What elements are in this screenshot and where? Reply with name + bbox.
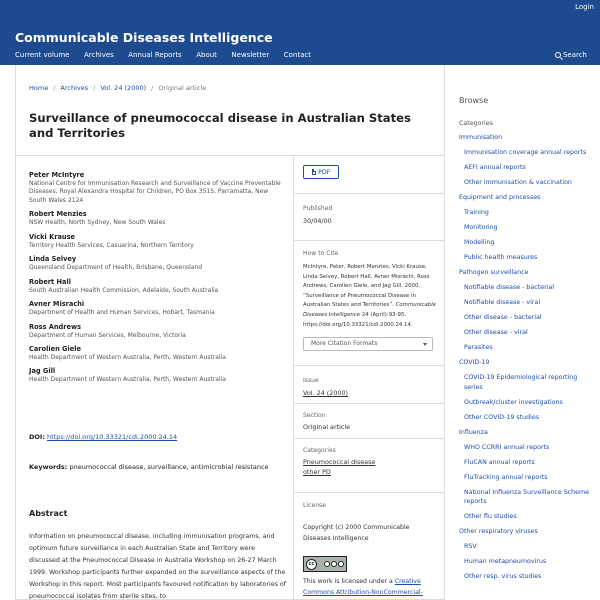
- search-label: Search: [562, 51, 587, 59]
- sidebar-subcategory-link[interactable]: Monitoring: [464, 224, 498, 231]
- sidebar-subcategory-link[interactable]: Immunisation coverage annual reports: [464, 149, 587, 156]
- category-list: [459, 133, 597, 587]
- search-link[interactable]: [555, 51, 587, 59]
- author-name: Carolien Giele: [29, 344, 81, 353]
- breadcrumb-archives[interactable]: Archives: [60, 84, 89, 92]
- nav-contact[interactable]: Contact: [283, 51, 311, 59]
- citation-journal: Communicable Diseases Intelligence: [303, 302, 437, 318]
- details-divider: [293, 438, 445, 439]
- sidebar-category-link[interactable]: Immunisation: [459, 134, 503, 141]
- sidebar-category-link[interactable]: Influenza: [459, 428, 488, 436]
- citation-body: McIntyre, Peter, Robert Menzies, Vicki Krause, Linda Selvey, Robert Hall, Avner Misrachi, Ross Andrews, Carolien Giele, and Jag Gill. 2000. “Surveillance of Pneumococcal Disease in Australian States and Territories”.: [303, 264, 430, 309]
- doi-label: DOI:: [29, 433, 45, 441]
- breadcrumb-current: Original article: [158, 84, 207, 92]
- login-link[interactable]: Login: [575, 3, 594, 11]
- author-affiliation: Health Department of Western Australia, Perth, Western Australia: [29, 376, 226, 384]
- license-label: License: [303, 502, 326, 509]
- sidebar-subcategory-link[interactable]: National Influenza Surveillance Scheme reports: [464, 488, 590, 505]
- citation-formats-label: More Citation Formats: [311, 340, 378, 347]
- pdf-button[interactable]: [303, 165, 339, 179]
- published-date: 30/04/00: [303, 217, 332, 225]
- details-divider: [293, 365, 445, 366]
- author-name: Jag Gill: [29, 367, 56, 376]
- sidebar-subcategory-link[interactable]: Modelling: [464, 239, 495, 246]
- author-affiliation: Queensland Department of Health, Brisbane, Queensland: [29, 264, 203, 272]
- breadcrumb-separator: /: [151, 84, 154, 92]
- cc-license-badge[interactable]: [303, 556, 347, 572]
- cite-label: How to Cite: [303, 250, 339, 257]
- keywords-value: pneumococcal disease, surveillance, antimicrobial resistance: [69, 463, 269, 471]
- breadcrumb-home[interactable]: Home: [29, 84, 49, 92]
- nav-newsletter[interactable]: Newsletter: [231, 51, 270, 59]
- sidebar-subcategory-link[interactable]: Parasites: [464, 344, 493, 351]
- author-name: Robert Hall: [29, 277, 71, 286]
- details-divider: [293, 240, 445, 241]
- sidebar-subcategory-link[interactable]: RSV: [464, 543, 477, 550]
- article-details: [15, 65, 445, 600]
- author-affiliation: Department of Human Services, Melbourne, Victoria: [29, 331, 186, 339]
- section-label: Section: [303, 412, 326, 419]
- chevron-down-icon: [423, 343, 427, 346]
- author-name: Vicki Krause: [29, 232, 75, 241]
- citation-formats-dropdown[interactable]: [303, 337, 433, 351]
- sidebar-category-link[interactable]: COVID-19: [459, 359, 490, 366]
- license-link[interactable]: Creative Commons Attribution-NonCommercial-: [303, 578, 423, 596]
- sidebar-subcategory-link[interactable]: Training: [464, 209, 489, 216]
- author-name: Robert Menzies: [29, 210, 87, 219]
- copyright-text: Copyright (c) 2000 Communicable Diseases Intelligence: [303, 524, 410, 542]
- cc-icon: cc: [306, 559, 317, 570]
- nav-about[interactable]: About: [196, 51, 217, 59]
- author-affiliation: National Centre for Immunisation Research and Surveillance of Vaccine Preventable Diseases, Royal Alexandra Hospital for Children, PO Box 3515, Parramatta, New South Wales 2124: [29, 180, 281, 204]
- search-icon: [555, 52, 561, 58]
- by-nc-nd-icons: [324, 561, 344, 567]
- citation-tail: 24 (April):93-95. https://doi.org/10.33321/cdi.2000.24.14.: [303, 311, 413, 328]
- license-text: [303, 577, 438, 598]
- sidebar-subcategory-link[interactable]: Other COVID-19 studies: [464, 413, 540, 421]
- breadcrumb-separator: /: [53, 84, 56, 92]
- category-link[interactable]: other PD: [303, 468, 331, 476]
- sidebar-subcategory-link[interactable]: Other resp. virus studies: [464, 573, 542, 580]
- author-name: Ross Andrews: [29, 322, 82, 331]
- sidebar-subcategory-link[interactable]: Other immunisation & vaccination: [464, 179, 572, 186]
- sidebar-subcategory-link[interactable]: Notifiable disease - bacterial: [464, 284, 555, 291]
- author-affiliation: Territory Health Services, Casuarina, Northern Territory: [29, 241, 194, 249]
- abstract-heading: Abstract: [29, 509, 68, 518]
- details-divider: [293, 403, 445, 404]
- article-title: Surveillance of pneumococcal disease in Australian States and Territories: [29, 111, 411, 140]
- sidebar-subcategory-link[interactable]: Notifiable disease - viral: [464, 299, 541, 306]
- citation-text: [303, 263, 438, 330]
- nav-current-volume[interactable]: Current volume: [15, 51, 70, 59]
- keywords-label: Keywords:: [29, 463, 68, 471]
- license-prefix: This work is licensed under a: [303, 578, 393, 585]
- doi-link[interactable]: https://doi.org/10.33321/cdi.2000.24.14: [47, 433, 178, 441]
- sidebar-subcategory-link[interactable]: FluTracking annual reports: [464, 473, 548, 481]
- author-affiliation: South Australian Health Commission, Adelaide, South Australia: [29, 286, 219, 294]
- by-icon: [324, 561, 330, 567]
- category-link[interactable]: Pneumococcal disease: [303, 458, 376, 466]
- issue-label: Issue: [303, 377, 319, 384]
- sidebar-category-link[interactable]: Pathogen surveillance: [459, 269, 529, 276]
- nc-icon: [331, 561, 337, 567]
- site-title[interactable]: Communicable Diseases Intelligence: [15, 30, 273, 45]
- section-value: Original article: [303, 423, 351, 431]
- sidebar-subcategory-link[interactable]: Human metapneumovirus: [464, 558, 547, 565]
- breadcrumb-separator: /: [93, 84, 96, 92]
- nd-icon: [338, 561, 344, 567]
- author-name: Peter McIntyre: [29, 171, 85, 179]
- breadcrumb-issue[interactable]: Vol. 24 (2000): [100, 84, 147, 92]
- file-icon: [312, 169, 317, 175]
- sidebar-subcategory-link[interactable]: WHO CCRRI annual reports: [464, 443, 550, 451]
- sidebar-subcategory-link[interactable]: COVID-19 Epidemiological reporting series: [464, 374, 578, 391]
- nav-archives[interactable]: Archives: [83, 51, 114, 59]
- author-affiliation: NSW Health, North Sydney, New South Wales: [29, 219, 166, 227]
- sidebar-subcategory-link[interactable]: FluCAN annual reports: [464, 458, 535, 466]
- sidebar-subcategory-link[interactable]: Other disease - viral: [464, 329, 528, 336]
- sidebar-subcategory-link[interactable]: Public health measures: [464, 254, 538, 261]
- author-name: Linda Selvey: [29, 255, 77, 264]
- details-divider: [293, 193, 445, 194]
- published-label: Published: [303, 205, 333, 212]
- categories-label: Categories: [303, 447, 336, 454]
- sidebar-subcategory-link[interactable]: Outbreak/cluster investigations: [464, 398, 563, 406]
- sidebar-subcategory-link[interactable]: Other flu studies: [464, 513, 517, 520]
- sidebar-subcategory-link[interactable]: AEFI annual reports: [464, 164, 526, 171]
- issue-link[interactable]: Vol. 24 (2000): [303, 389, 349, 397]
- sidebar-subcategory-link[interactable]: Other disease - bacterial: [464, 314, 542, 321]
- nav-annual-reports[interactable]: Annual Reports: [128, 51, 182, 59]
- author-affiliation: Health Department of Western Australia, Perth, Western Australia: [29, 353, 226, 361]
- main-nav: [15, 51, 326, 59]
- sidebar-category-link[interactable]: Equipment and processes: [459, 194, 541, 201]
- details-divider: [293, 492, 445, 493]
- author-affiliation: Department of Health and Human Services, Hobart, Tasmania: [29, 309, 215, 317]
- sidebar-category-link[interactable]: Other respiratory viruses: [459, 528, 538, 535]
- abstract-text: Information on pneumococcal disease, including immunisation programs, and optimum future surveillance in each Australian State and Territory were discussed at the Pneumococcal Disease in Australia Workshop on 26-27 March 1999. Workshop participants further expanded on the surveillance aspects of the Workshop in this report. Most participants favoured notification by laboratories of pneumococcal isolates from sterile sites, to: [29, 533, 286, 600]
- author-name: Avner Misrachi: [29, 300, 85, 309]
- categories-heading: Categories: [459, 120, 493, 127]
- site-header: [0, 0, 600, 65]
- pdf-label: PDF: [318, 168, 331, 176]
- sidebar-heading: Browse: [459, 96, 489, 105]
